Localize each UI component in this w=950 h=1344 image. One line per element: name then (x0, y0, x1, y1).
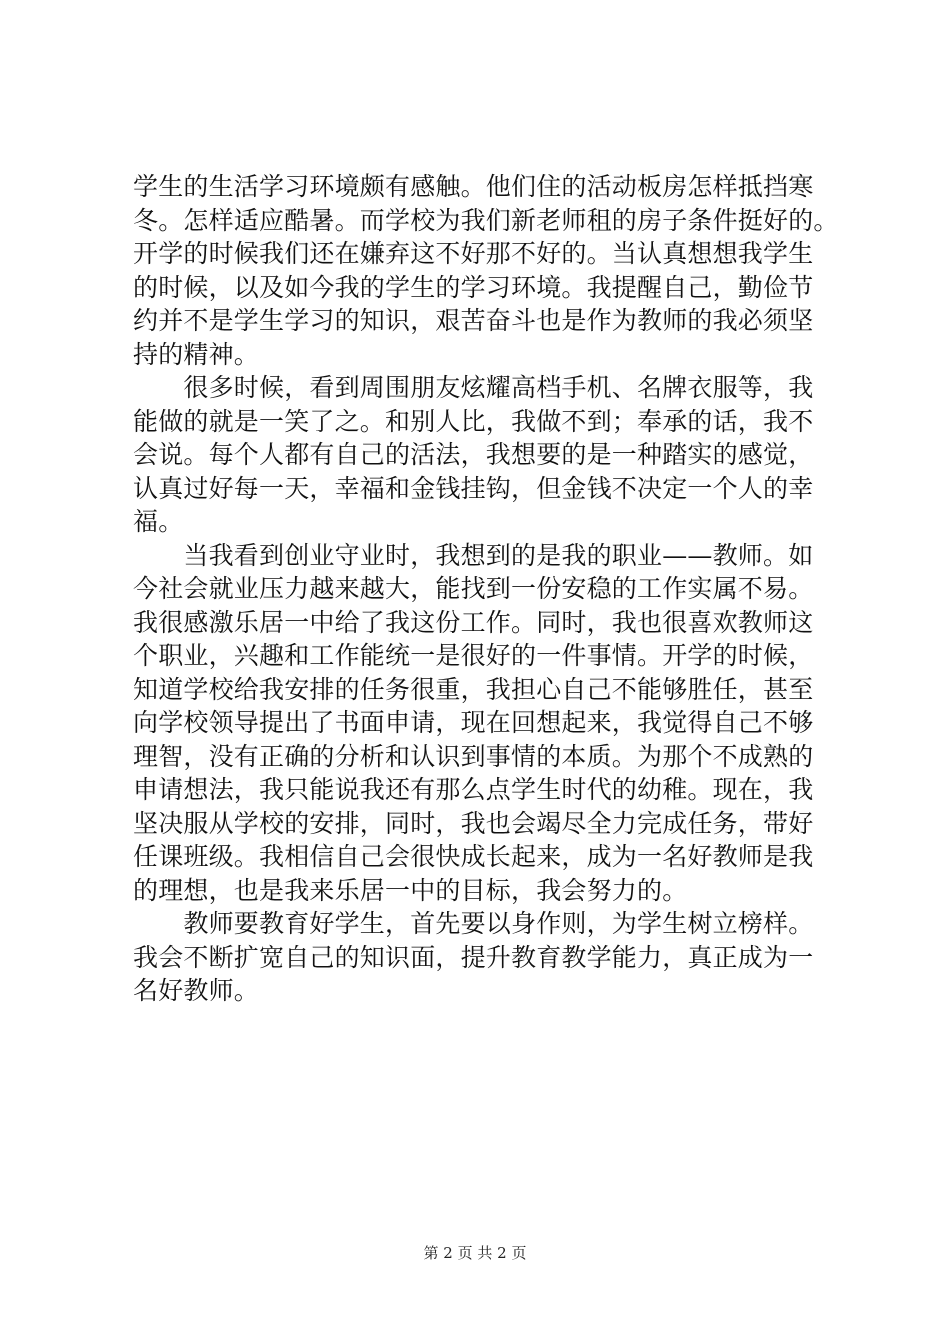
text-line: 很多时候，看到周围朋友炫耀高档手机、名牌衣服等，我 (133, 373, 814, 402)
text-line: 开学的时候我们还在嫌弃这不好那不好的。当认真想想我学生 (133, 239, 814, 268)
text-line: 约并不是学生学习的知识，艰苦奋斗也是作为教师的我必须坚 (133, 306, 814, 335)
text-line: 教师要教育好学生，首先要以身作则，为学生树立榜样。 (133, 909, 814, 938)
text-line: 的时候，以及如今我的学生的学习环境。我提醒自己，勤俭节 (133, 272, 814, 302)
text-line: 名好教师。 (133, 976, 260, 1005)
text-line: 我会不断扩宽自己的知识面，提升教育教学能力，真正成为一 (133, 942, 814, 972)
text-line: 持的精神。 (133, 339, 260, 369)
text-line: 学生的生活学习环境颇有感触。他们住的活动板房怎样抵挡寒 (133, 172, 814, 201)
document-body (133, 170, 843, 1008)
page-footer: 第 2 页 共 2 页 (423, 1244, 527, 1262)
text-line: 知道学校给我安排的任务很重，我担心自己不能够胜任，甚至 (133, 674, 814, 704)
text-line: 任课班级。我相信自己会很快成长起来，成为一名好教师是我 (133, 842, 814, 871)
text-line: 我很感激乐居一中给了我这份工作。同时，我也很喜欢教师这 (133, 607, 814, 637)
text-line: 的理想，也是我来乐居一中的目标，我会努力的。 (133, 875, 688, 905)
text-line: 能做的就是一笑了之。和别人比，我做不到；奉承的话，我不 (133, 406, 814, 436)
text-line: 冬。怎样适应酷暑。而学校为我们新老师租的房子条件挺好的。 (133, 205, 839, 235)
text-line: 理智，没有正确的分析和认识到事情的本质。为那个不成熟的 (133, 741, 814, 771)
text-line: 个职业，兴趣和工作能统一是很好的一件事情。开学的时候， (133, 641, 814, 670)
text-line: 会说。每个人都有自己的活法，我想要的是一种踏实的感觉， (133, 440, 814, 469)
text-line: 认真过好每一天，幸福和金钱挂钩，但金钱不决定一个人的幸 (133, 473, 814, 503)
text-line: 向学校领导提出了书面申请，现在回想起来，我觉得自己不够 (133, 708, 814, 737)
text-line: 坚决服从学校的安排，同时，我也会竭尽全力完成任务，带好 (133, 808, 814, 838)
text-line: 当我看到创业守业时，我想到的是我的职业——教师。如 (133, 540, 814, 570)
text-line: 福。 (133, 507, 184, 536)
text-line: 申请想法，我只能说我还有那么点学生时代的幼稚。现在，我 (133, 775, 814, 804)
text-line: 今社会就业压力越来越大，能找到一份安稳的工作实属不易。 (133, 574, 814, 603)
